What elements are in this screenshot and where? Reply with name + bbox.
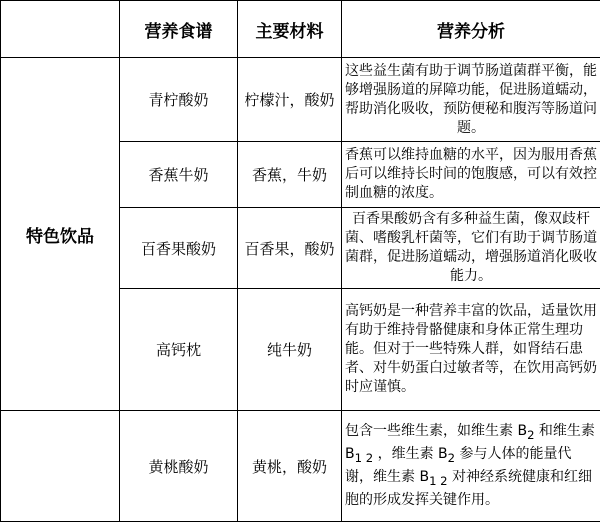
recipe-name: 高钙枕 [120, 289, 238, 411]
header-ingredients: 主要材料 [238, 1, 342, 58]
recipe-ingredients: 百香果，酸奶 [238, 208, 342, 289]
empty-category-cell [1, 411, 120, 522]
header-recipe: 营养食谱 [120, 1, 238, 58]
analysis-text: 包含一些维生素，如维生素 B [345, 423, 527, 439]
vitamin-subscript: 2 [448, 451, 455, 465]
recipe-name: 百香果酸奶 [120, 208, 238, 289]
table-row [1, 411, 600, 522]
recipe-ingredients: 纯牛奶 [238, 289, 342, 411]
analysis-text: 参与人体的能量代谢，维生素 B [345, 446, 572, 485]
category-cell: 特色饮品 [1, 58, 120, 411]
table-row [1, 58, 600, 142]
analysis-text: 和维生素 B [345, 423, 595, 462]
header-corner [1, 1, 120, 58]
recipe-analysis: 这些益生菌有助于调节肠道菌群平衡，能够增强肠道的屏障功能，促进肠道蠕动，帮助消化吸收，预防便秘和腹泻等肠道问题。 [342, 58, 600, 142]
vitamin-subscript: 1 2 [355, 451, 374, 465]
recipe-name: 香蕉牛奶 [120, 142, 238, 208]
vitamin-subscript: 1 2 [429, 474, 448, 488]
recipe-ingredients: 香蕉，牛奶 [238, 142, 342, 208]
recipe-analysis: 高钙奶是一种营养丰富的饮品，适量饮用有助于维持骨骼健康和身体正常生理功能。但对于一些特殊人群，如肾结石患者、对牛奶蛋白过敏者等，在饮用高钙奶时应谨慎。 [342, 289, 600, 411]
recipe-analysis: 百香果酸奶含有多种益生菌，像双歧杆菌、嗜酸乳杆菌等，它们有助于调节肠道菌群，促进肠道蠕动，增强肠道消化吸收能力。 [342, 208, 600, 289]
recipe-ingredients: 柠檬汁，酸奶 [238, 58, 342, 142]
recipe-analysis [342, 411, 600, 522]
header-row [1, 1, 600, 58]
recipe-name: 黄桃酸奶 [120, 411, 238, 522]
recipe-analysis: 香蕉可以维持血糖的水平，因为服用香蕉后可以维持长时间的饱腹感，可以有效控制血糖的浓度。 [342, 142, 600, 208]
recipe-ingredients: 黄桃，酸奶 [238, 411, 342, 522]
vitamin-subscript: 2 [527, 428, 534, 442]
analysis-text: ，维生素 B [373, 446, 448, 462]
recipe-name: 青柠酸奶 [120, 58, 238, 142]
analysis-text: 对神经系统健康和红细胞的形成发挥关键作用。 [345, 469, 592, 508]
header-analysis: 营养分析 [342, 1, 600, 58]
